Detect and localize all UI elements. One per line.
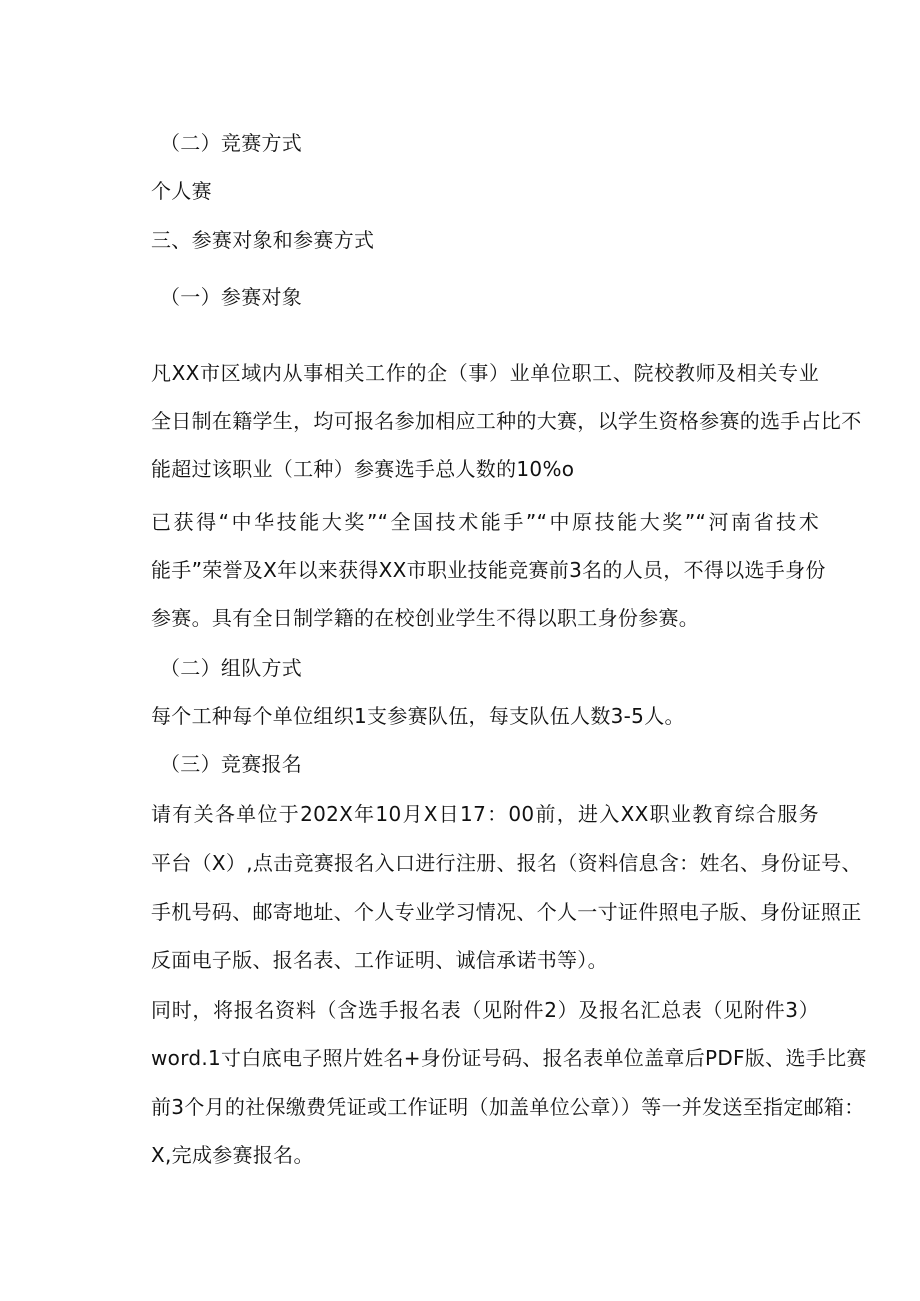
paragraph-registration-line-2: 平台（X）,点击竞赛报名入口进行注册、报名（资料信息含：姓名、身份证号、 bbox=[151, 851, 862, 875]
heading-competition-format: （二）竞赛方式 bbox=[160, 131, 303, 155]
paragraph-team-size: 每个工种每个单位组织1支参赛队伍，每支队伍人数3-5人。 bbox=[151, 704, 685, 728]
paragraph-eligibility-line-1: 凡XX市区域内从事相关工作的企（事）业单位职工、院校教师及相关专业 bbox=[151, 361, 819, 385]
paragraph-exclusion-line-2: 能手”荣誉及X年以来获得XX市职业技能竞赛前3名的人员，不得以选手身份 bbox=[151, 558, 826, 582]
paragraph-submission-line-3: 前3个月的社保缴费凭证或工作证明（加盖单位公章））等一并发送至指定邮箱： bbox=[151, 1095, 865, 1119]
paragraph-registration-line-3: 手机号码、邮寄地址、个人专业学习情况、个人一寸证件照电子版、身份证照正 bbox=[151, 900, 862, 924]
heading-registration: （三）竞赛报名 bbox=[160, 752, 303, 776]
paragraph-exclusion-line-3: 参赛。具有全日制学籍的在校创业学生不得以职工身份参赛。 bbox=[151, 606, 700, 630]
heading-section-three: 三、参赛对象和参赛方式 bbox=[151, 228, 375, 252]
paragraph-submission-line-1: 同时，将报名资料（含选手报名表（见附件2）及报名汇总表（见附件3） bbox=[151, 998, 819, 1022]
paragraph-registration-line-1: 请有关各单位于202X年10月X日17：00前，进入XX职业教育综合服务 bbox=[151, 802, 819, 826]
paragraph-eligibility-line-3: 能超过该职业（工种）参赛选手总人数的10%o bbox=[151, 457, 575, 481]
paragraph-eligibility-line-2: 全日制在籍学生，均可报名参加相应工种的大赛，以学生资格参赛的选手占比不 bbox=[151, 409, 862, 433]
paragraph-submission-line-2: word.1寸白底电子照片姓名+身份证号码、报名表单位盖章后PDF版、选手比赛 bbox=[151, 1046, 867, 1070]
heading-participants: （一）参赛对象 bbox=[160, 285, 303, 309]
paragraph-submission-line-4: X,完成参赛报名。 bbox=[151, 1143, 314, 1167]
paragraph-registration-line-4: 反面电子版、报名表、工作证明、诚信承诺书等）。 bbox=[151, 948, 608, 972]
paragraph-individual: 个人赛 bbox=[151, 179, 212, 203]
paragraph-exclusion-line-1: 已获得“中华技能大奖”“全国技术能手”“中原技能大奖”“河南省技术 bbox=[151, 510, 819, 534]
heading-team-format: （二）组队方式 bbox=[160, 656, 303, 680]
